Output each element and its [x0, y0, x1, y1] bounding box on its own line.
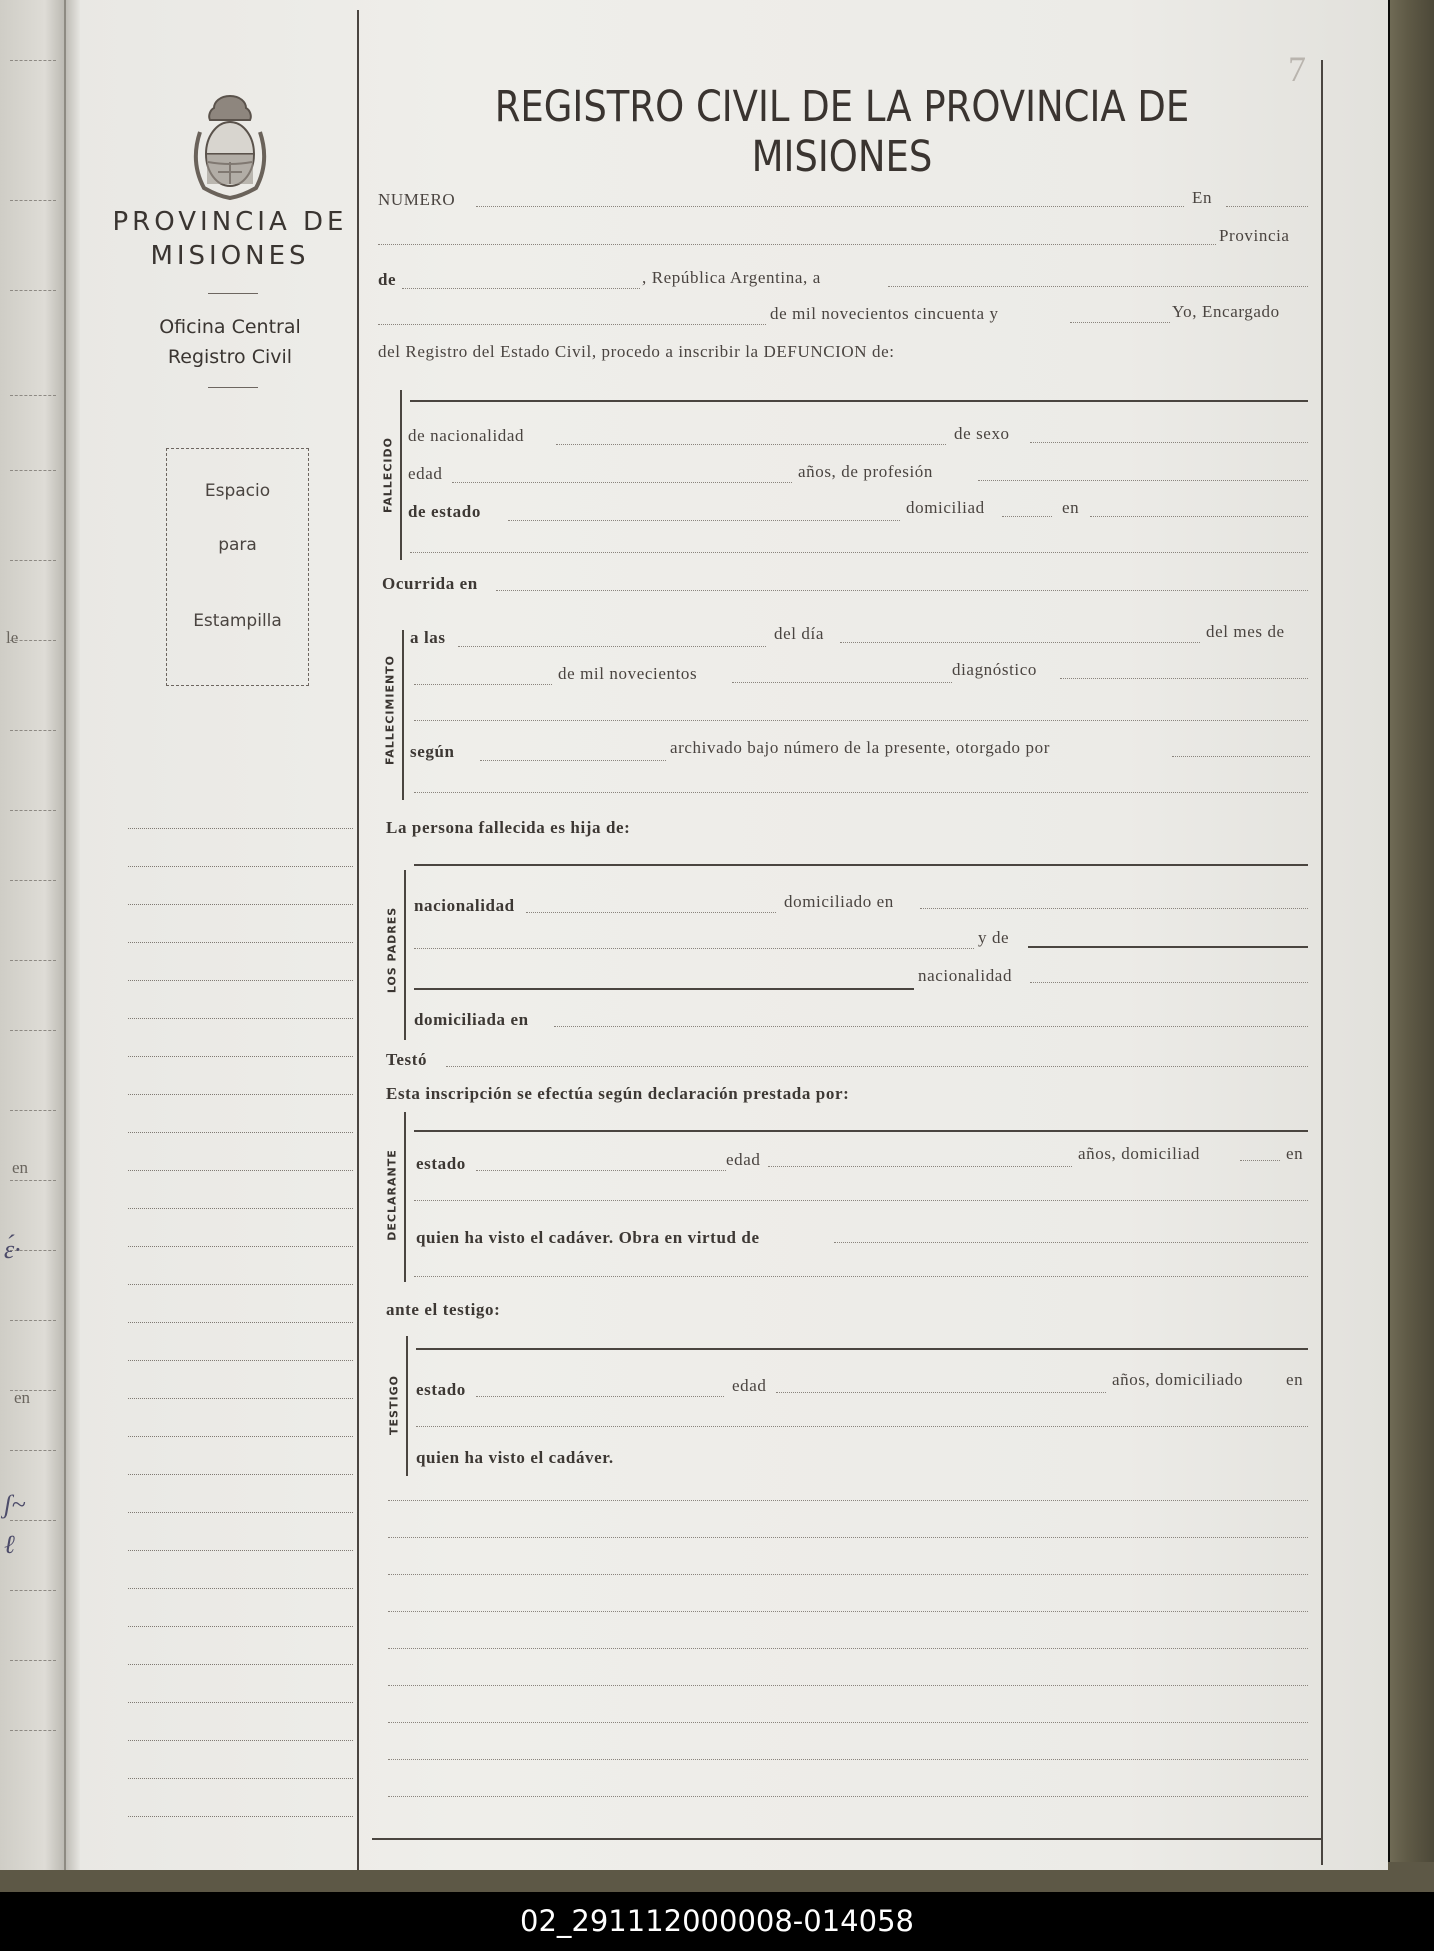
divider	[208, 387, 258, 388]
label-nacionalidad: de nacionalidad	[408, 426, 525, 445]
field-estado-testigo[interactable]	[476, 1396, 724, 1397]
previous-page-edge	[0, 0, 66, 1870]
field-domicilio[interactable]	[1090, 516, 1308, 517]
section-label-padres: LOS PADRES	[385, 906, 399, 994]
field-nombre-fallecido[interactable]	[410, 400, 1308, 402]
page-number: 7	[1288, 49, 1306, 89]
field-anio-fallecimiento[interactable]	[732, 682, 952, 683]
field-estado-declarante[interactable]	[476, 1170, 726, 1171]
field-de[interactable]	[402, 288, 640, 289]
label-cadaver-obra: quien ha visto el cadáver. Obra en virtud de	[416, 1228, 760, 1247]
section-label-declarante: DECLARANTE	[385, 1149, 399, 1241]
label-anos-profesion: años, de profesión	[798, 462, 933, 481]
label-testo: Testó	[386, 1050, 428, 1069]
section-bar	[404, 870, 406, 1040]
field-testigo-nombre[interactable]	[416, 1348, 1308, 1350]
column-divider	[357, 10, 359, 1870]
label-sexo: de sexo	[954, 424, 1010, 443]
label-nacionalidad-padre: nacionalidad	[414, 896, 515, 915]
label-estado-declarante: estado	[416, 1154, 466, 1173]
label-estado-testigo: estado	[416, 1380, 466, 1399]
label-republica: , República Argentina, a	[642, 268, 821, 287]
field-testo[interactable]	[446, 1066, 1308, 1067]
field-madre-nombre-2[interactable]	[414, 988, 914, 990]
field-nacionalidad-padre[interactable]	[526, 912, 776, 913]
field-edad[interactable]	[452, 482, 792, 483]
field-fecha[interactable]	[888, 286, 1308, 287]
handwriting-mark: ℓ	[4, 1530, 15, 1559]
field-declarante-nombre[interactable]	[414, 1130, 1308, 1132]
field-en[interactable]	[1226, 206, 1308, 207]
label-mil-novecientos-cincuenta: de mil novecientos cincuenta y	[770, 304, 999, 323]
book-binding-right	[1390, 0, 1434, 1880]
field-ocurrida-en[interactable]	[496, 590, 1308, 591]
label-edad: edad	[408, 464, 443, 483]
label-y-de: y de	[978, 928, 1010, 947]
section-bar	[400, 390, 402, 560]
label-edad-declarante: edad	[726, 1150, 761, 1169]
stamp-label: Espacio	[204, 481, 271, 501]
label-numero: NUMERO	[378, 190, 456, 209]
stamp-space-box	[166, 448, 309, 686]
label-anos-domiciliado: años, domiciliado	[1112, 1370, 1244, 1389]
field-diagnostico-2[interactable]	[414, 720, 1308, 721]
section-bar	[406, 1336, 408, 1476]
label-cadaver: quien ha visto el cadáver.	[416, 1448, 614, 1467]
previous-page-word: en	[14, 1388, 31, 1407]
label-mil-novecientos: de mil novecientos	[558, 664, 698, 683]
label-domiciliad: domiciliad	[906, 498, 985, 517]
section-label-fallecimiento: FALLECIMIENTO	[383, 654, 397, 766]
label-en: en	[1286, 1370, 1304, 1389]
label-estado: de estado	[408, 502, 481, 521]
label-domiciliado-en: domiciliado en	[784, 892, 894, 911]
field-domicilio-declarante[interactable]	[414, 1200, 1308, 1201]
field-mes[interactable]	[414, 684, 552, 685]
field-domiciliad[interactable]	[1002, 516, 1052, 517]
label-yo-encargado: Yo, Encargado	[1172, 302, 1280, 321]
coat-of-arms-icon	[190, 92, 270, 200]
field-segun[interactable]	[480, 760, 666, 761]
label-a-las: a las	[410, 628, 446, 647]
label-segun: según	[410, 742, 455, 761]
office-line-1: Oficina Central	[159, 316, 301, 338]
label-anos-domiciliad: años, domiciliad	[1078, 1144, 1200, 1163]
document-title: REGISTRO CIVIL DE LA PROVINCIA DE MISIONES	[494, 82, 1190, 182]
field-nacionalidad-madre[interactable]	[1030, 982, 1308, 983]
field-dia[interactable]	[840, 642, 1200, 643]
field-domicilio-2[interactable]	[410, 552, 1308, 553]
field-domicilio-padre[interactable]	[920, 908, 1308, 909]
field-numero[interactable]	[476, 206, 1184, 207]
field-anio[interactable]	[1070, 322, 1170, 323]
field-line[interactable]	[378, 244, 1216, 245]
field-nacionalidad[interactable]	[556, 444, 946, 445]
stamp-label: Estampilla	[193, 611, 282, 631]
label-ocurrida-en: Ocurrida en	[382, 574, 478, 593]
label-en: en	[1062, 498, 1080, 517]
label-en: en	[1286, 1144, 1304, 1163]
field-edad-testigo[interactable]	[776, 1392, 1106, 1393]
label-registro: del Registro del Estado Civil, procedo a inscribir la DEFUNCION de:	[378, 342, 895, 361]
label-de: de	[378, 270, 397, 289]
section-bar	[402, 630, 404, 800]
label-edad-testigo: edad	[732, 1376, 767, 1395]
label-ante-testigo: ante el testigo:	[386, 1300, 501, 1319]
field-obra-en-virtud-2[interactable]	[414, 1276, 1308, 1277]
label-hija-de: La persona fallecida es hija de:	[386, 818, 631, 837]
section-bar	[404, 1112, 406, 1282]
field-diagnostico[interactable]	[1060, 678, 1308, 679]
field-fecha-2[interactable]	[378, 324, 766, 325]
field-obra-en-virtud[interactable]	[834, 1242, 1308, 1243]
province-name	[100, 205, 360, 273]
field-madre-nombre[interactable]	[1028, 946, 1308, 948]
province-line-2: MISIONES	[150, 241, 310, 271]
label-provincia: Provincia	[1219, 226, 1290, 245]
previous-page-word: le	[6, 628, 19, 647]
handwriting-mark: ɛ́·	[4, 1235, 21, 1264]
field-domiciliad-declarante[interactable]	[1240, 1160, 1280, 1161]
field-domicilio-madre[interactable]	[554, 1026, 1308, 1027]
label-inscripcion: Esta inscripción se efectúa según declaración prestada por:	[386, 1084, 850, 1103]
section-label-fallecido: FALLECIDO	[381, 437, 395, 513]
page-border-right	[1321, 60, 1323, 1865]
stamp-label: para	[218, 535, 257, 555]
label-nacionalidad-madre: nacionalidad	[918, 966, 1013, 985]
label-domiciliada-en: domiciliada en	[414, 1010, 529, 1029]
image-caption: 02_291112000008-014058	[0, 1892, 1434, 1951]
field-edad-declarante[interactable]	[768, 1166, 1072, 1167]
divider	[208, 293, 258, 294]
label-en: En	[1192, 188, 1213, 207]
handwriting-mark: ʃ~	[4, 1490, 26, 1519]
field-sexo[interactable]	[1030, 442, 1308, 443]
field-hora[interactable]	[458, 646, 766, 647]
page-gutter	[66, 0, 80, 1870]
field-padre-nombre[interactable]	[414, 864, 1308, 866]
label-del-mes-de: del mes de	[1206, 622, 1285, 641]
field-otorgado-por[interactable]	[1172, 756, 1310, 757]
label-archivado: archivado bajo número de la presente, otorgado por	[670, 738, 1050, 757]
previous-page-word: en	[12, 1158, 29, 1177]
label-del-dia: del día	[774, 624, 824, 643]
page-border-bottom	[372, 1838, 1322, 1840]
field-otorgado-por-2[interactable]	[414, 792, 1308, 793]
field-profesion[interactable]	[978, 480, 1308, 481]
province-line-1: PROVINCIA DE	[112, 207, 348, 237]
label-diagnostico: diagnóstico	[952, 660, 1037, 679]
office-name	[130, 312, 330, 372]
field-domicilio-padre-2[interactable]	[414, 948, 974, 949]
field-domicilio-testigo[interactable]	[416, 1426, 1308, 1427]
office-line-2: Registro Civil	[167, 346, 293, 368]
field-estado[interactable]	[508, 520, 900, 521]
section-label-testigo: TESTIGO	[387, 1375, 401, 1435]
